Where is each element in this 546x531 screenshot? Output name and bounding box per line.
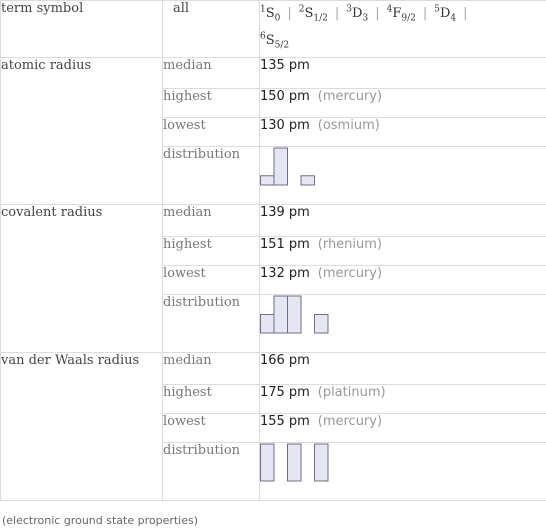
term-5: $^6S_{5/2}$ bbox=[260, 31, 290, 51]
separator: | bbox=[334, 6, 340, 22]
separator: | bbox=[375, 6, 380, 22]
group-label: covalent radius bbox=[1, 205, 163, 353]
histogram-bar bbox=[288, 296, 302, 333]
distribution-cell bbox=[260, 295, 546, 353]
term-symbol-row bbox=[1, 1, 546, 58]
row-label: median bbox=[163, 205, 260, 237]
term-symbol-sub-label: all bbox=[163, 1, 260, 58]
term-symbol-list bbox=[260, 1, 546, 58]
row-label: lowest bbox=[163, 414, 260, 443]
element-name: (rhenium) bbox=[317, 237, 383, 252]
element-name: (mercury) bbox=[317, 414, 383, 429]
distribution-cell bbox=[260, 147, 546, 205]
histogram-bar bbox=[261, 176, 275, 185]
row-value: 175 pm (platinum) bbox=[260, 385, 546, 414]
row-label: highest bbox=[163, 385, 260, 414]
row-label: highest bbox=[163, 237, 260, 266]
histogram-bar bbox=[274, 148, 288, 185]
row-value: 132 pm (mercury) bbox=[260, 266, 546, 295]
histogram-bar bbox=[301, 176, 315, 185]
histogram-bar bbox=[274, 296, 288, 333]
histogram-bar bbox=[288, 444, 302, 481]
row-label: distribution bbox=[163, 443, 260, 501]
separator: | bbox=[287, 6, 292, 22]
element-name: (platinum) bbox=[317, 385, 386, 400]
term-2: $^3D_3$ bbox=[346, 5, 369, 24]
distribution-histogram bbox=[260, 147, 360, 187]
row-label: median bbox=[163, 353, 260, 385]
separator: | bbox=[422, 6, 428, 22]
term-symbol-label: term symbol bbox=[1, 1, 163, 58]
row-value: 150 pm (mercury) bbox=[260, 89, 546, 118]
separator: | bbox=[463, 6, 468, 22]
element-name: (osmium) bbox=[317, 118, 380, 133]
row-label: median bbox=[163, 58, 260, 89]
histogram-bar bbox=[315, 315, 329, 334]
row-label: lowest bbox=[163, 118, 260, 147]
histogram-bar bbox=[261, 444, 275, 481]
row-label: highest bbox=[163, 89, 260, 118]
row-value: 130 pm (osmium) bbox=[260, 118, 546, 147]
distribution-cell bbox=[260, 443, 546, 501]
term-1: $^2S_{1/2}$ bbox=[298, 5, 328, 24]
group-label: atomic radius bbox=[1, 58, 163, 205]
row-value: 166 pm bbox=[260, 353, 546, 385]
term-0: $^1S_0$ bbox=[260, 5, 281, 24]
row-label: distribution bbox=[163, 147, 260, 205]
histogram-bar bbox=[261, 315, 275, 334]
row-label: lowest bbox=[163, 266, 260, 295]
table-row bbox=[1, 353, 546, 385]
histogram-bar bbox=[315, 444, 329, 481]
row-value: 151 pm (rhenium) bbox=[260, 237, 546, 266]
table-row bbox=[1, 205, 546, 237]
term-4: $^5D_4$ bbox=[434, 5, 457, 24]
element-name: (mercury) bbox=[317, 89, 383, 104]
row-label: distribution bbox=[163, 295, 260, 353]
distribution-histogram bbox=[260, 443, 360, 483]
group-label: van der Waals radius bbox=[1, 353, 163, 501]
table-row bbox=[1, 58, 546, 89]
footer-note: (electronic ground state properties) bbox=[2, 514, 199, 527]
term-3: $^4F_{9/2}$ bbox=[386, 5, 416, 24]
row-value: 155 pm (mercury) bbox=[260, 414, 546, 443]
distribution-histogram bbox=[260, 295, 360, 335]
element-name: (mercury) bbox=[317, 266, 383, 281]
row-value: 135 pm bbox=[260, 58, 546, 89]
row-value: 139 pm bbox=[260, 205, 546, 237]
